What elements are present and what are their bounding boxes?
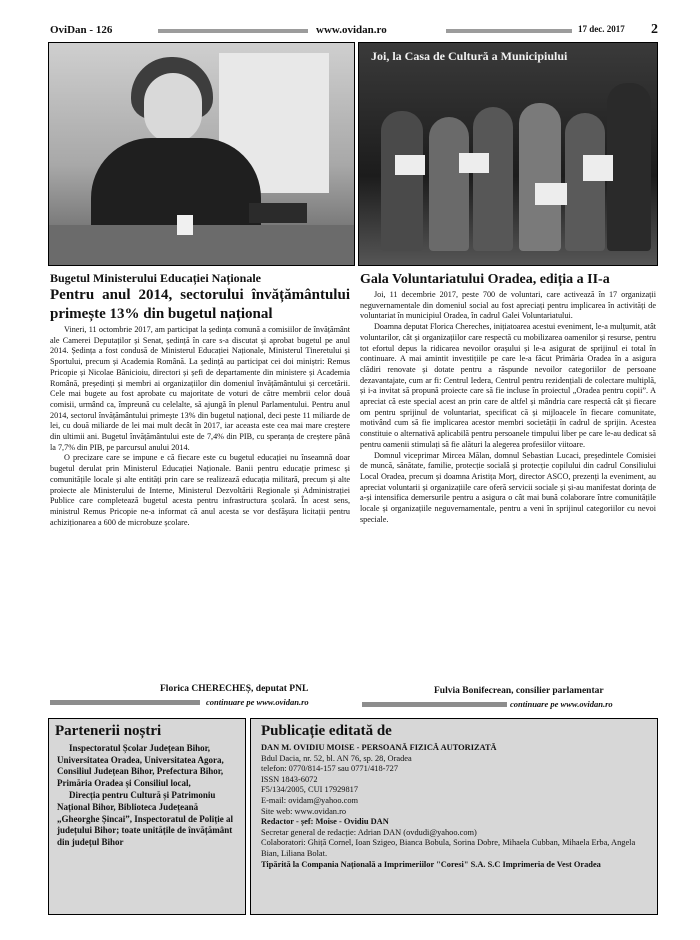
photo-microphone-base bbox=[249, 203, 307, 223]
article-kicker: Bugetul Ministerului Educației Naționale bbox=[50, 271, 262, 285]
photo-person-4 bbox=[519, 103, 561, 251]
publication-title: Publicație editată de bbox=[261, 723, 392, 739]
photo-diploma-1 bbox=[395, 155, 425, 175]
publication-line: DAN M. OVIDIU MOISE - PERSOANĂ FIZICĂ AUTORIZATĂ bbox=[261, 743, 497, 752]
article-paragraph: Vineri, 11 octombrie 2017, am participat la ședința comună a comisiilor de învățământ ale Camerei Deputaților și Senat, ședință în care s-a discutat și aprobat bugetul pe anul 2014. Ședința a fost condusă de Ministerul Educației Naționale, Ministerul Tineretului și Sportului, precum și Academia Română. La ședință au participat cei doi miniștri: Remus Pricopie și Nicolae Bănicioiu, directori și șefi de departamente din ministere și Academia Română, președinți și membri ai organizațiilor din domeniul învățământului și cercetării. Cele mai bugete au fost aprobate cu majoritate de voturi de către membrii celor două comisii, urmând ca, împreună cu celelalte, să ajungă în plenul Parlamentului. Pentru anul 2014, sectorul învățământului primește 13% din bugetul național, deci peste 11 miliarde de lei, cu două miliarde de lei mai mult decât în 2017, iar aceasta este cea mai mare creștere din ultimii ani. Bugetul învățământului este de 7,4% din PIB, cu speranța de creștere până la 7,7% din PIB, pe parcursul anului 2014. bbox=[50, 325, 350, 452]
article-volunteer-gala bbox=[360, 271, 656, 525]
issue-number: OviDan - 126 bbox=[50, 24, 113, 36]
header-divider-right bbox=[446, 29, 572, 33]
publication-details bbox=[261, 743, 651, 870]
photo-diploma-2 bbox=[459, 153, 489, 173]
photo-table bbox=[49, 225, 354, 265]
page-number: 2 bbox=[651, 22, 658, 37]
photo-volunteers-group bbox=[358, 42, 658, 266]
publication-line[interactable]: E-mail: ovidam@yahoo.com bbox=[261, 795, 359, 805]
photo-caption: Joi, la Casa de Cultură a Municipiului bbox=[371, 49, 568, 63]
publication-line[interactable]: Site web: www.ovidan.ro bbox=[261, 806, 347, 816]
publication-line: Bdul Dacia, nr. 52, bl. AN 76, sp. 28, Oradea bbox=[261, 753, 412, 763]
publication-box bbox=[250, 718, 658, 915]
publication-line: telefon: 0770/814-157 sau 0771/418-727 bbox=[261, 764, 399, 774]
photo-person-1 bbox=[381, 111, 423, 251]
publication-line: Redactor - șef: Moise - Ovidiu DAN bbox=[261, 817, 389, 827]
photo-minister-portrait bbox=[48, 42, 355, 266]
publication-line: Colaboratori: Ghiță Cornel, Ioan Szigeo, Bianca Bobula, Sorina Dobre, Mihaela Cubban, Mihaela Erba, Angela Bian, Liliana Bolat. bbox=[261, 838, 636, 858]
publication-line: ISSN 1843-6072 bbox=[261, 774, 318, 784]
page-header bbox=[48, 24, 658, 40]
photo-person-3 bbox=[473, 107, 513, 251]
divider-rule bbox=[362, 702, 507, 707]
continued-link[interactable]: continuare pe www.ovidan.ro bbox=[510, 699, 613, 709]
article-education-budget bbox=[50, 271, 350, 528]
article-signature: Florica CHERECHEȘ, deputat PNL bbox=[160, 684, 309, 694]
article-headline: Gala Voluntariatului Oradea, ediția a II-a bbox=[360, 272, 610, 287]
publication-line: F5/134/2005, CUI 17929817 bbox=[261, 785, 359, 795]
article-paragraph: Doamna deputat Florica Chereches, inițiatoarea acestui eveniment, le-a mulțumit, atât voluntarilor, cât și organizațiilor care respectă cu mobilizarea oamenilor și resurse, pentru tot efortul depus la ridicarea nevoilor orașului și le-a asigurat de sprijinul ei total în continuare. A mai amintit investițiile pe care le-a făcut Primăria Oradea în a asigura clădiri renovate și dotate pentru a răspunde nevoilor categoriilor de persoane dezavantajate, cum ar fi: Centrul Iedera, Centrul pentru rezidențiali de colectare multiplă, și i-a invitat să propună proiecte care să fie incluse în proiectul „Oradea pentru copii”. A apreciat că este special acest an prin care de altfel și mândria care respectă cât și fiecare om pentru sprijinul de voluntariat, specificat că și mijloacele în fiecare comunitate, motivând cum să fie implicarea acestor membri societății în cadrul de sprijin. Acestea constituie o alternativă aplicabilă pentru persoanele timpului liber pe care le-au dedicat să pentru oamenii stimulați să fie alături la alegerea profesiilor viitoare. bbox=[360, 322, 656, 449]
article-paragraph: O precizare care se impune e că fiecare este cu bugetul educației nu înseamnă doar bugetul derulat prin Ministerul Educației Naționale. Banii pentru educație primesc și comunitățile locale și alte entități prin care se realizează educația militară, precum și alte proiecte ale Ministerului de Interne, Ministerul Dezvoltării Regionale și Administrației Publice care completează bugetul acesta pentru infrastructura școlară. În acest sens, ministrul Remus Pricopie ne-a informat că anul acesta se vor desfășura licitații pentru achiziționarea a 600 de microbuze școlare. bbox=[50, 453, 350, 527]
publication-line[interactable]: Secretar general de redacție: Adrian DAN (ovdudi@yahoo.com) bbox=[261, 827, 477, 837]
divider-rule bbox=[50, 700, 200, 705]
photo-person-face bbox=[144, 73, 202, 143]
partners-paragraph: Inspectoratul Școlar Județean Bihor, Universitatea Oradea, Universitatea Agora, Consiliul Județean Bihor, Prefectura Bihor, Primăria Oradea și Consiliul local, bbox=[57, 743, 224, 788]
site-url[interactable]: www.ovidan.ro bbox=[316, 24, 387, 36]
partners-title: Partenerii noștri bbox=[55, 723, 162, 739]
photo-diploma-4 bbox=[583, 155, 613, 181]
photo-person-5 bbox=[565, 113, 605, 251]
article-paragraph: Joi, 11 decembrie 2017, peste 700 de voluntari, care activează în 17 organizații neguvernamentale din domeniul social au fost apreciați pentru implicarea în activități de voluntariat în municipiul Oradea, în cadrul Galei Voluntariatului. bbox=[360, 290, 656, 321]
article-signature: Fulvia Bonifecrean, consilier parlamentar bbox=[434, 686, 604, 696]
photo-person-2 bbox=[429, 117, 469, 251]
article-headline: Pentru anul 2014, sectorului învățământului primește 13% din bugetul național bbox=[50, 287, 350, 322]
photo-person-6 bbox=[607, 83, 651, 251]
partners-box bbox=[48, 718, 246, 915]
photo-cup bbox=[177, 215, 193, 235]
continued-link[interactable]: continuare pe www.ovidan.ro bbox=[206, 697, 309, 707]
partners-list bbox=[57, 743, 239, 849]
partners-paragraph: Direcția pentru Cultură și Patrimoniu Național Bihor, Biblioteca Județeană „Gheorghe Șincai”, Inspectoratul de Poliție al județului Bihor; toate unitățile de învățământ din județul Bihor bbox=[57, 790, 233, 847]
photo-diploma-3 bbox=[535, 183, 567, 205]
publication-line: Tipărită la Compania Națională a Imprimeriilor "Coresi" S.A. S.C Imprimeria de Vest Oradea bbox=[261, 859, 601, 869]
header-divider-left bbox=[158, 29, 308, 33]
issue-date: 17 dec. 2017 bbox=[578, 24, 625, 34]
article-paragraph: Domnul viceprimar Mircea Mălan, domnul Sebastian Lucaci, președintele Comisiei de muncă, sănătate, familie, protecție socială și protecție copilului din cadrul Consiliului Local Oradea, precum și doamna Aristița Morț, director ASCO, prezenți la eveniment, au apreciat voluntarii și organizațiile care oferă servicii sociale și și-au manifestat dorința de a-și intensifica demersurile pentru a asigura o cât mai bună colaborare între comunitățile locale și organizațiile neguvernamentale, pentru a veni în sprijinul categoriilor cu nevoi speciale. bbox=[360, 450, 656, 524]
